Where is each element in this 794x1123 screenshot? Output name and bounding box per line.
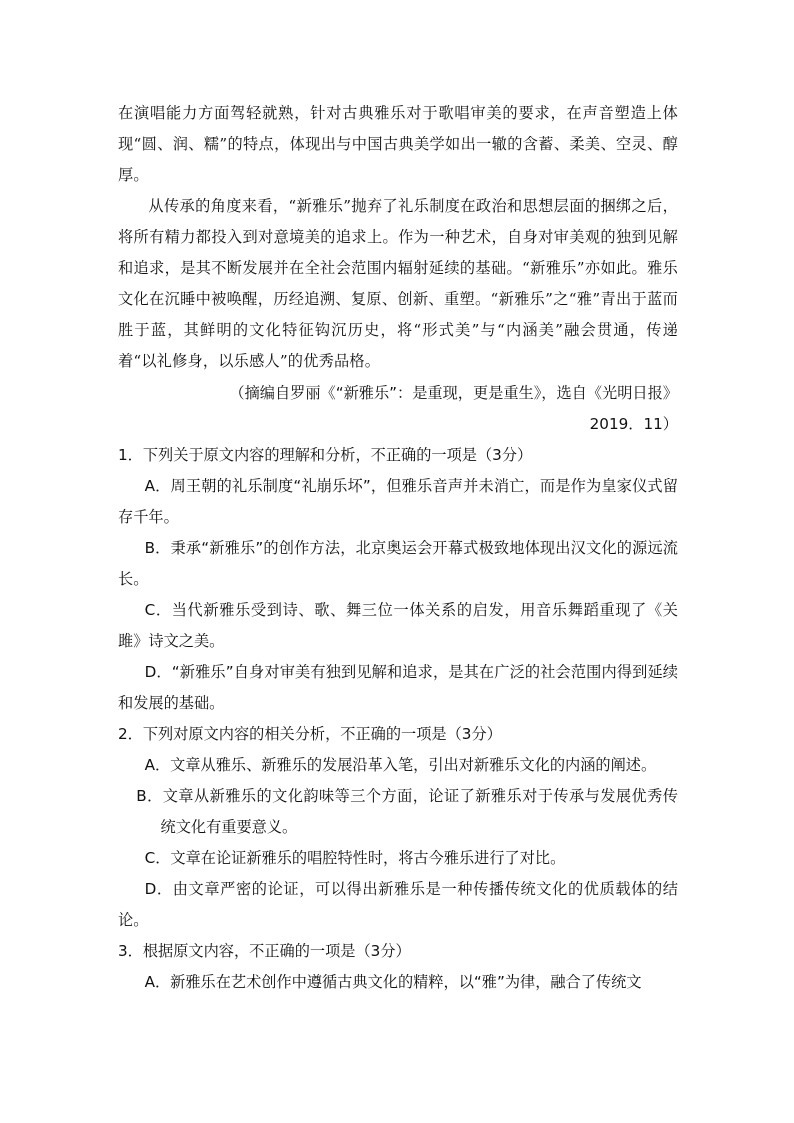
option-b: B．文章从新雅乐的文化韵味等三个方面，论证了新雅乐对于传承与发展优秀传统文化有重要意义。	[136, 787, 678, 836]
passage	[118, 98, 678, 377]
option-a: A．新雅乐在艺术创作中遵循古典文化的精粹，以“雅”为律，融合了传统文	[144, 973, 642, 991]
passage-paragraph-2: 从传承的角度来看，“新雅乐”抛弃了礼乐制度在政治和思想层面的捆绑之后，将所有精力都投入到对意境美的追求上。作为一种艺术，自身对审美观的独到见解和追求，是其不断发展并在全社会范围内辐射延续的基础。“新雅乐”亦如此。雅乐文化在沉睡中被唤醒，历经追溯、复原、创新、重塑。“新雅乐”之“雅”青出于蓝而胜于蓝，其鲜明的文化特征钩沉历史，将“形式美”与“内涵美”融会贯通，传递着“以礼修身，以乐感人”的优秀品格。	[118, 197, 678, 370]
question-1	[118, 440, 678, 719]
question-3	[118, 936, 678, 998]
question-2	[118, 719, 678, 936]
question-stem: 3．根据原文内容，不正确的一项是（3分）	[118, 942, 411, 960]
option-b: B．秉承“新雅乐”的创作方法，北京奥运会开幕式极致地体现出汉文化的源远流长。	[118, 539, 678, 588]
source-line-2: 2019．11）	[589, 415, 678, 433]
option-a: A．周王朝的礼乐制度“礼崩乐坏”，但雅乐音声并未消亡，而是作为皇家仪式留存千年。	[118, 477, 678, 526]
option-d: D．“新雅乐”自身对审美有独到见解和追求，是其在广泛的社会范围内得到延续和发展的基础。	[118, 663, 678, 712]
source-line-1: （摘编自罗丽《“新雅乐”：是重现，更是重生》，选自《光明日报》	[229, 384, 678, 402]
question-stem: 1．下列关于原文内容的理解和分析，不正确的一项是（3分）	[118, 446, 533, 464]
option-c: C．当代新雅乐受到诗、歌、舞三位一体关系的启发，用音乐舞蹈重现了《关雎》诗文之美。	[118, 601, 678, 650]
question-stem: 2．下列对原文内容的相关分析，不正确的一项是（3分）	[118, 725, 502, 743]
source-citation	[118, 378, 678, 440]
questions-section	[118, 440, 678, 998]
option-a: A．文章从雅乐、新雅乐的发展沿革入笔，引出对新雅乐文化的内涵的阐述。	[144, 756, 657, 774]
option-d: D．由文章严密的论证，可以得出新雅乐是一种传播传统文化的优质载体的结论。	[118, 880, 678, 929]
passage-paragraph-1-continued: 在演唱能力方面驾轻就熟，针对古典雅乐对于歌唱审美的要求，在声音塑造上体现“圆、润、糯”的特点，体现出与中国古典美学如出一辙的含蓄、柔美、空灵、醇厚。	[118, 104, 678, 184]
option-c: C．文章在论证新雅乐的唱腔特性时，将古今雅乐进行了对比。	[144, 849, 566, 867]
